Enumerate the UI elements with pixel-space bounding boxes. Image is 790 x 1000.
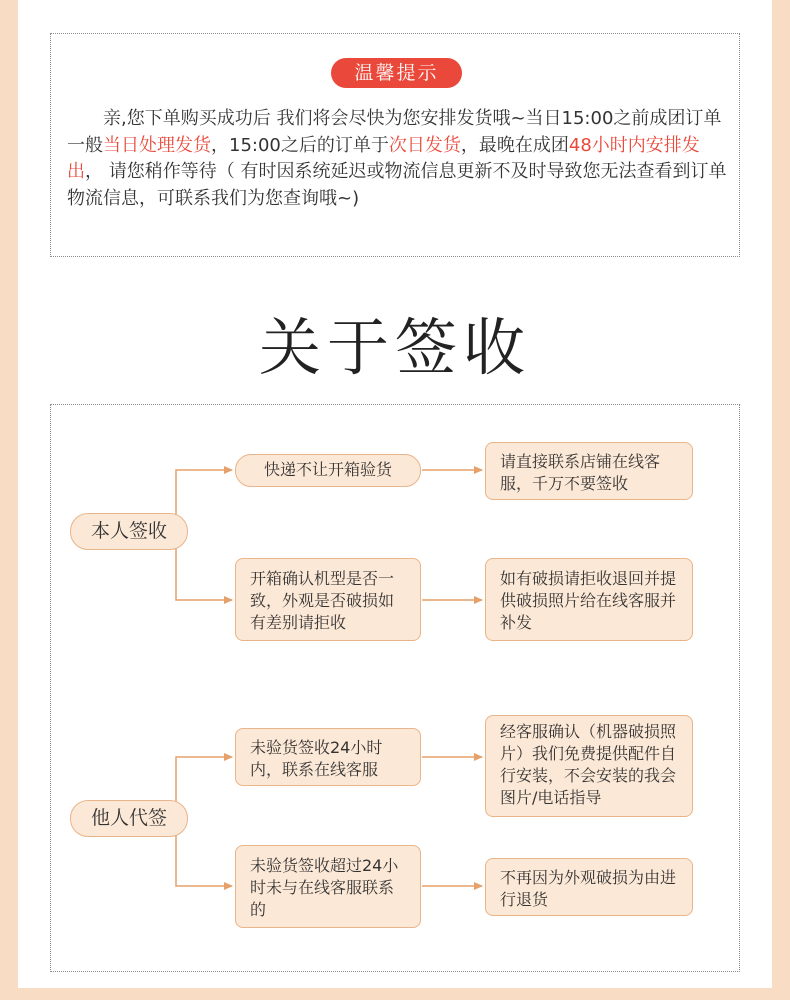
notice-title: 温馨提示 [331, 58, 462, 88]
node-other-sign: 他人代签 [70, 800, 188, 837]
notice-highlight-48h: 48小时内安排发出 [67, 134, 700, 182]
node-self-condition-1: 快递不让开箱验货 [235, 454, 421, 487]
node-self-sign: 本人签收 [70, 513, 188, 550]
notice-text-segment: ， 请您稍作等待（ 有时因系统延迟或物流信息更新不及时导致您无法查看到订单物流信息，可联系我们为您查询哦~) [67, 161, 727, 209]
node-self-action-1: 请直接联系店铺在线客服，千万不要签收 [485, 442, 693, 500]
notice-text-segment: 亲,您下单购买成功后 我们将会尽快为您安排发货哦~当日15:00之前成团订单一般 [67, 108, 722, 156]
node-self-action-2: 如有破损请拒收退回并提供破损照片给在线客服并补发 [485, 558, 693, 641]
notice-highlight-next-day: 次日发货 [388, 134, 461, 156]
node-self-condition-2: 开箱确认机型是否一致，外观是否破损如有差别请拒收 [235, 558, 421, 641]
notice-text-segment: ，15:00之后的订单于 [211, 134, 389, 156]
node-other-action-1: 经客服确认（机器破损照片）我们免费提供配件自行安装，不会安装的我会图片/电话指导 [485, 715, 693, 817]
node-other-condition-1: 未验货签收24小时内，联系在线客服 [235, 728, 421, 786]
node-other-condition-2: 未验货签收超过24小时未与在线客服联系的 [235, 845, 421, 928]
notice-highlight-same-day: 当日处理发货 [103, 134, 211, 156]
notice-text-segment: ，最晚在成团 [460, 134, 569, 156]
section-title: 关于签收 [258, 311, 531, 384]
node-other-action-2: 不再因为外观破损为由进行退货 [485, 858, 693, 916]
